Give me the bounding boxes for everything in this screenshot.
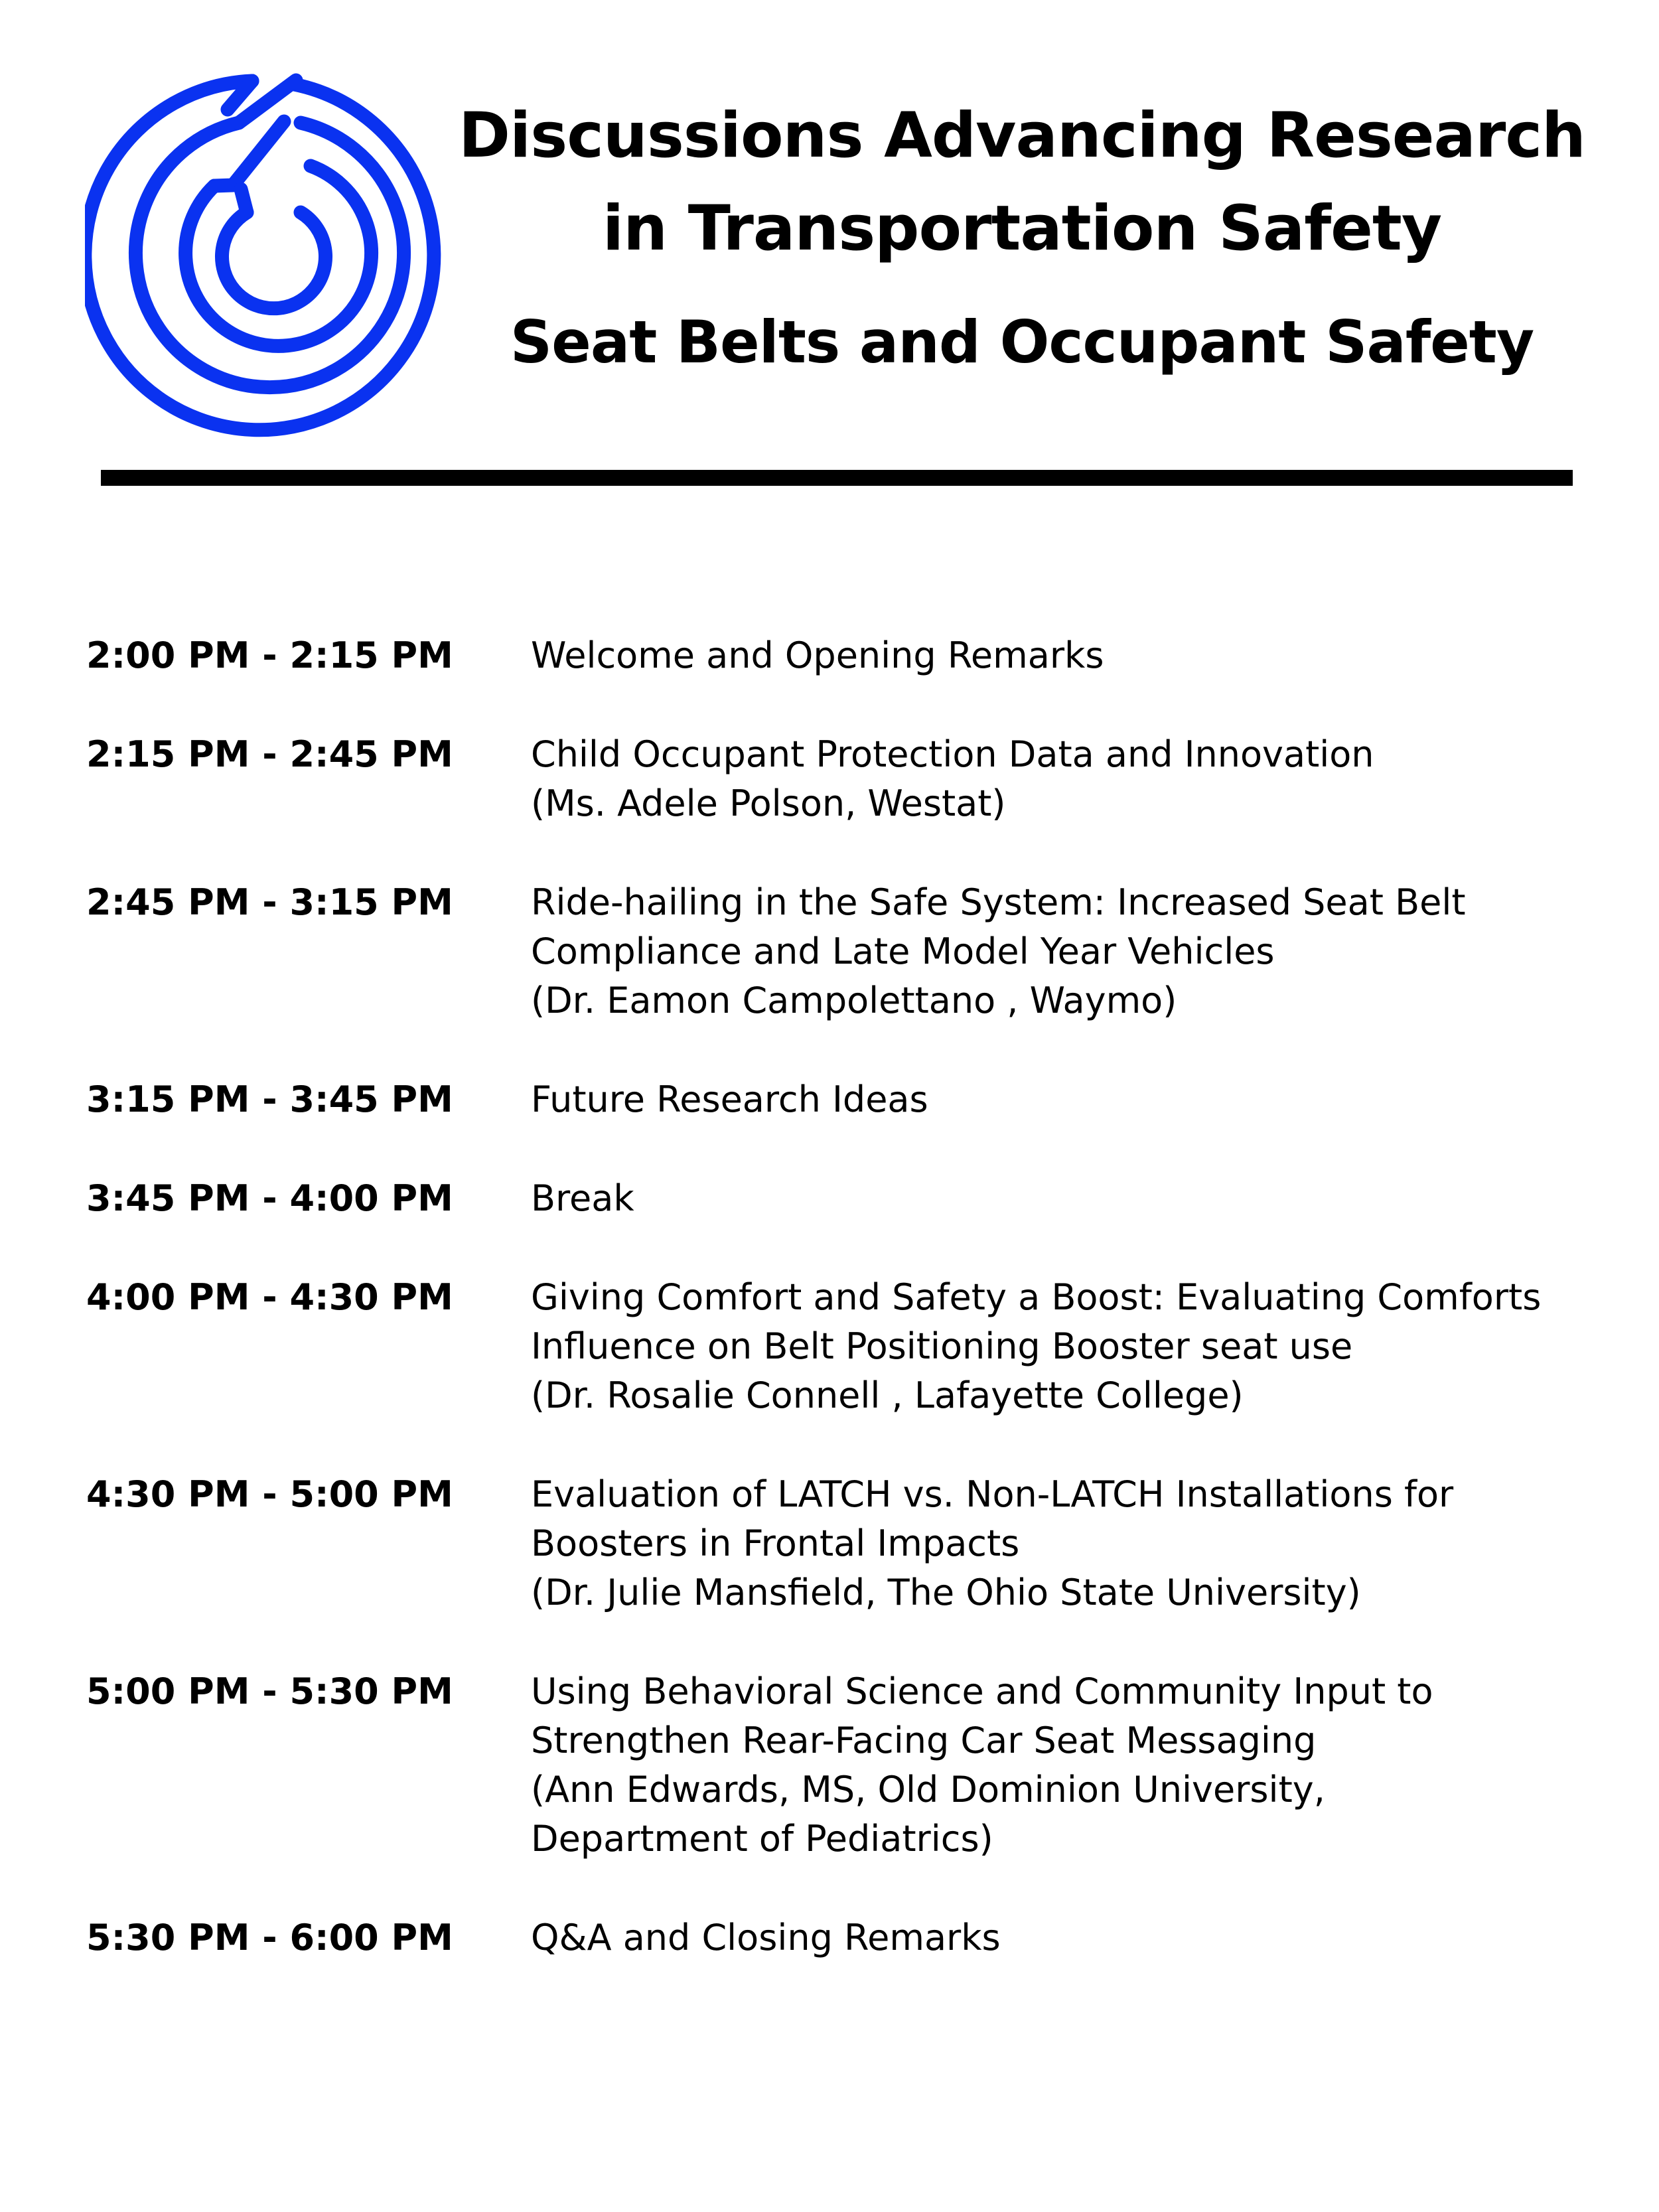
agenda-session-line: (Dr. Rosalie Connell , Lafayette College) <box>531 1374 1244 1416</box>
agenda-row <box>86 1470 1632 1617</box>
agenda-session-line: (Ms. Adele Polson, Westat) <box>531 782 1006 824</box>
agenda-session-line: Welcome and Opening Remarks <box>531 634 1104 676</box>
agenda-session <box>531 1913 1632 1962</box>
agenda-time: 5:30 PM - 6:00 PM <box>86 1917 453 1958</box>
agenda-session-line: Department of Pediatrics) <box>531 1818 993 1860</box>
header-divider <box>101 470 1573 486</box>
agenda-session <box>531 1470 1632 1617</box>
agenda-session-line: (Ann Edwards, MS, Old Dominion University, <box>531 1769 1325 1810</box>
agenda-time: 3:45 PM - 4:00 PM <box>86 1177 453 1219</box>
agenda-session-line: (Dr. Eamon Campolettano , Waymo) <box>531 980 1177 1021</box>
page-title-line-2: in Transportation Safety <box>602 192 1442 265</box>
agenda-time: 2:15 PM - 2:45 PM <box>86 733 453 775</box>
agenda-time: 2:00 PM - 2:15 PM <box>86 634 453 676</box>
agenda-session-line: Evaluation of LATCH vs. Non-LATCH Installations for <box>531 1473 1454 1515</box>
agenda-row <box>86 878 1632 1025</box>
agenda-time: 5:00 PM - 5:30 PM <box>86 1670 453 1712</box>
agenda-session-line: (Dr. Julie Mansfield, The Ohio State University) <box>531 1572 1361 1613</box>
agenda-session <box>531 730 1632 828</box>
agenda-row <box>86 1174 1632 1223</box>
agenda-time: 4:00 PM - 4:30 PM <box>86 1276 453 1318</box>
agenda-time: 2:45 PM - 3:15 PM <box>86 881 453 923</box>
agenda-session-line: Break <box>531 1177 634 1219</box>
agenda-time: 4:30 PM - 5:00 PM <box>86 1473 453 1515</box>
agenda-session <box>531 631 1632 680</box>
agenda-session-line: Boosters in Frontal Impacts <box>531 1522 1020 1564</box>
agenda-row <box>86 1273 1632 1420</box>
agenda-row <box>86 730 1632 828</box>
agenda-session-line: Strengthen Rear-Facing Car Seat Messaging <box>531 1720 1317 1761</box>
agenda-session <box>531 1174 1632 1223</box>
agenda-session-line: Ride-hailing in the Safe System: Increased Seat Belt <box>531 881 1466 923</box>
agenda-session <box>531 1667 1632 1864</box>
agenda-session <box>531 878 1632 1025</box>
agenda-session-line: Future Research Ideas <box>531 1078 928 1120</box>
agenda-session <box>531 1273 1632 1420</box>
agenda-time: 3:15 PM - 3:45 PM <box>86 1078 453 1120</box>
agenda-session-line: Q&A and Closing Remarks <box>531 1917 1001 1958</box>
agenda-row <box>86 631 1632 680</box>
page-title-line-1: Discussions Advancing Research <box>459 100 1585 172</box>
agenda-session-line: Influence on Belt Positioning Booster seat use <box>531 1325 1353 1367</box>
agenda-row <box>86 1667 1632 1864</box>
agenda-session-line: Child Occupant Protection Data and Innovation <box>531 733 1374 775</box>
agenda-row <box>86 1913 1632 1962</box>
agenda-row <box>86 1075 1632 1124</box>
agenda-list <box>86 631 1632 2012</box>
spiral-logo-icon <box>85 70 457 441</box>
agenda-session <box>531 1075 1632 1124</box>
agenda-session-line: Compliance and Late Model Year Vehicles <box>531 930 1275 972</box>
page-subtitle: Seat Belts and Occupant Safety <box>510 308 1534 376</box>
agenda-session-line: Using Behavioral Science and Community Input to <box>531 1670 1433 1712</box>
header <box>458 90 1586 379</box>
agenda-session-line: Giving Comfort and Safety a Boost: Evaluating Comforts <box>531 1276 1542 1318</box>
